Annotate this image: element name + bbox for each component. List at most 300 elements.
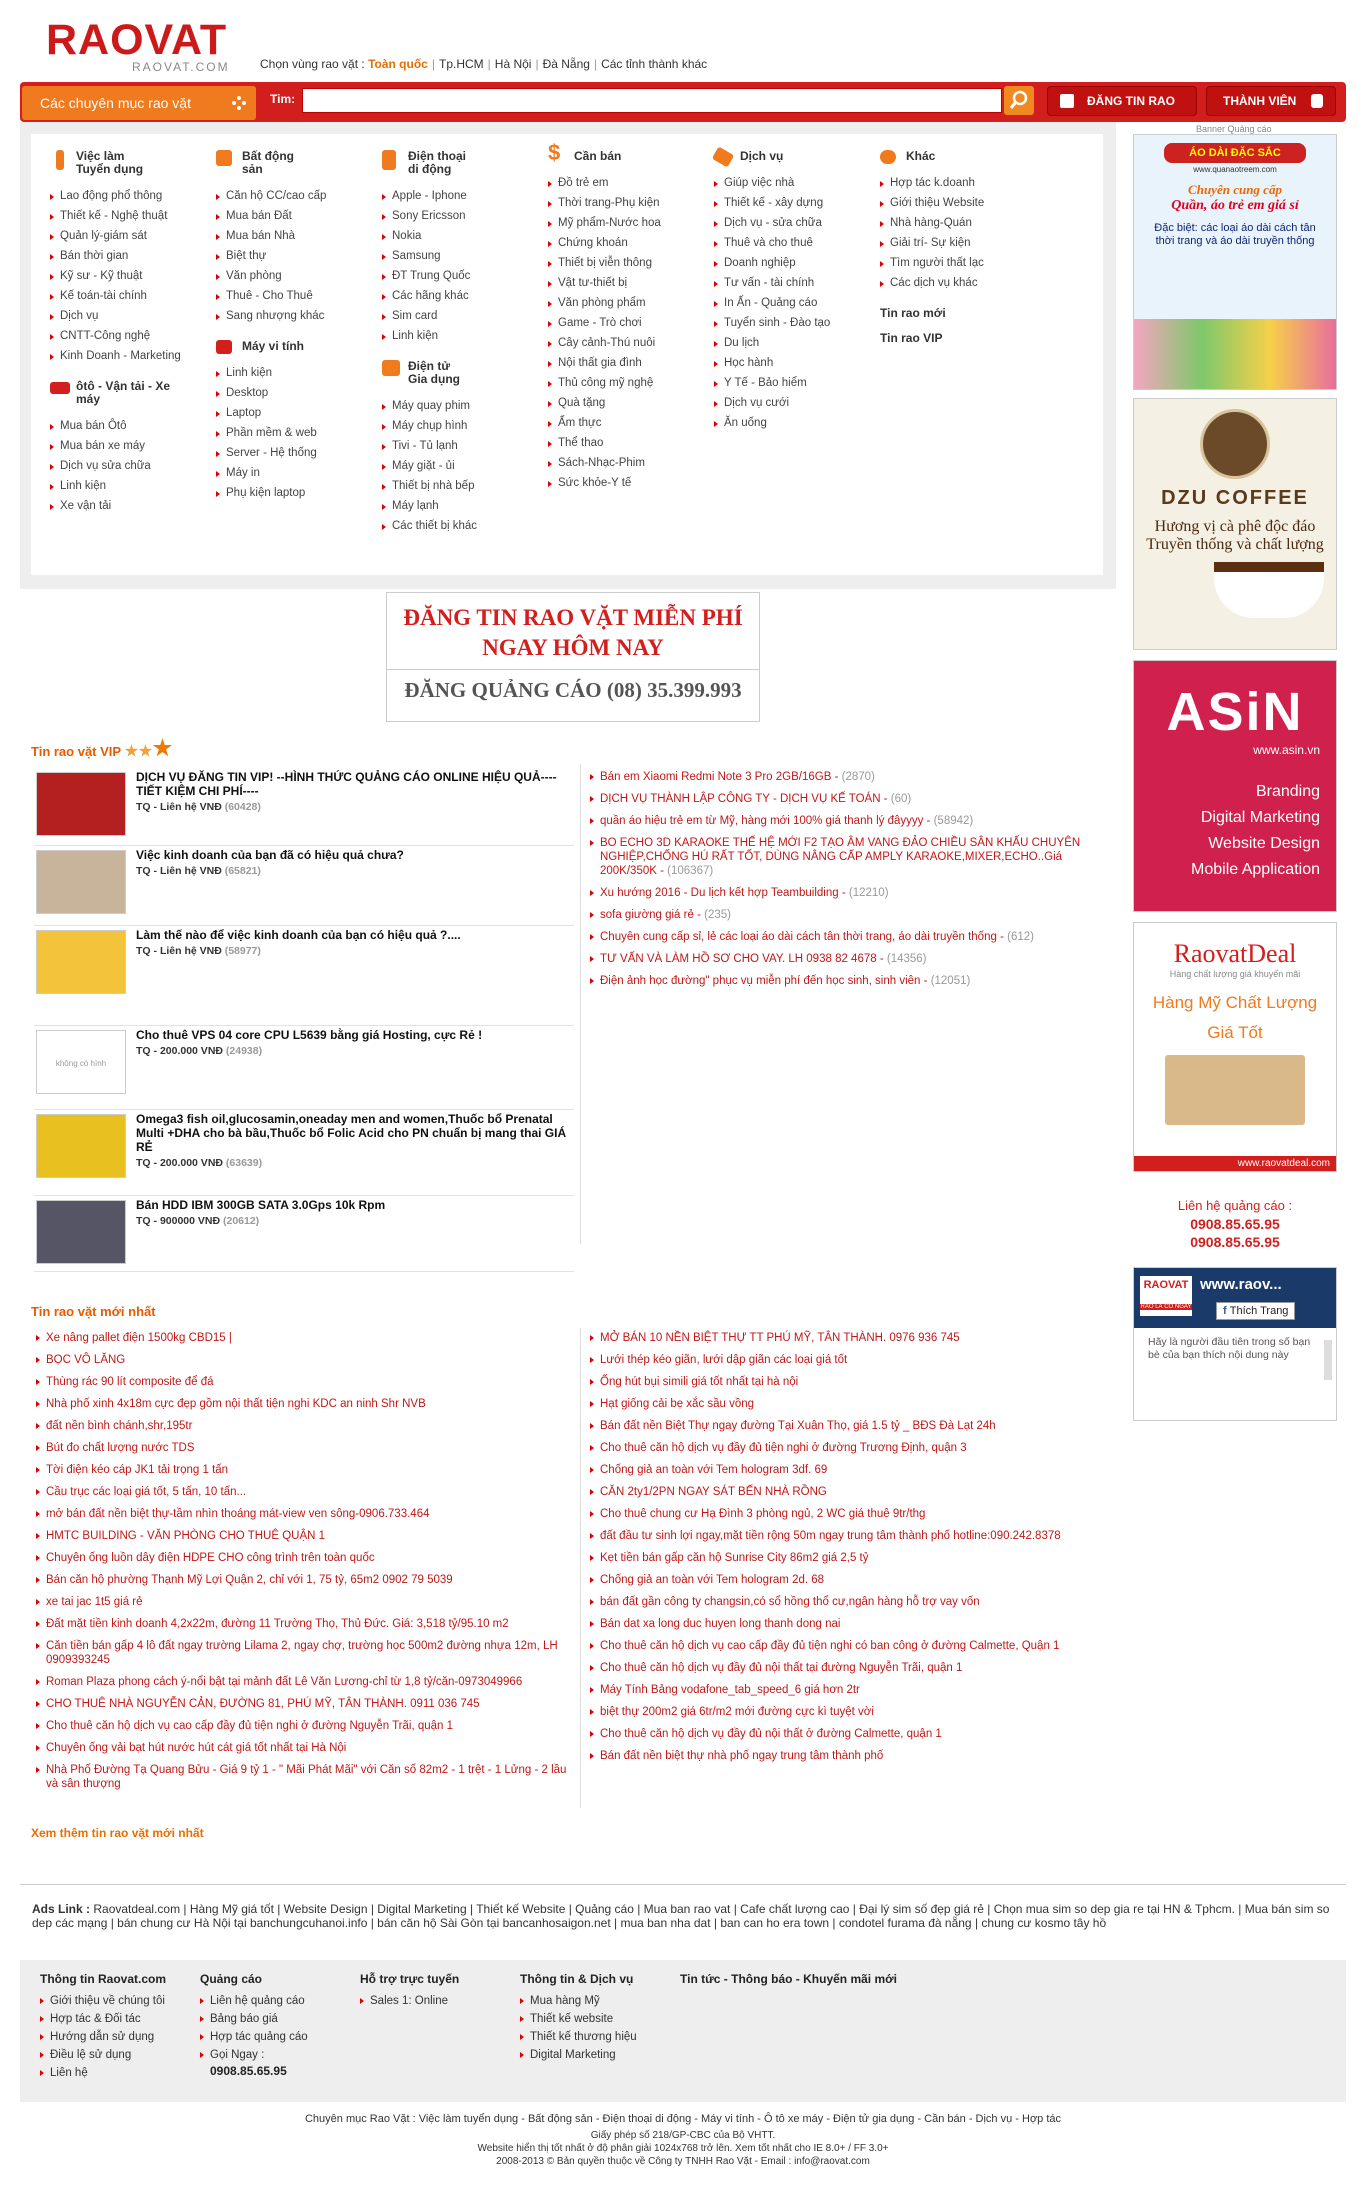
- list-item[interactable]: Bán thời gian: [50, 246, 215, 266]
- list-item[interactable]: biệt thự 200m2 giá 6tr/m2 mới đường cực kì tuyệt vời: [590, 1705, 1115, 1719]
- list-item[interactable]: In Ấn - Quảng cáo: [714, 293, 879, 313]
- list-item[interactable]: Cho thuê căn hộ dịch vụ đầy đủ nội thất tại đường Nguyễn Trãi, quận 1: [590, 1661, 1115, 1675]
- list-item[interactable]: Thuê - Cho Thuê: [216, 286, 381, 306]
- ad4-brand: RaovatDeal: [1173, 939, 1297, 968]
- computer-icon: [216, 340, 232, 354]
- list-item[interactable]: Giải trí- Sự kiện: [880, 233, 1045, 253]
- list-item[interactable]: Máy quay phim: [382, 396, 547, 416]
- vip-text-item[interactable]: Chuyên cung cấp sỉ, lẻ các loại áo dài cách tân thời trang, áo dài truyền thống - (612): [590, 930, 1115, 944]
- list-item[interactable]: Doanh nghiệp: [714, 253, 879, 273]
- vip-item-views: (58977): [224, 945, 261, 957]
- fb-site: www.raov...: [1200, 1276, 1282, 1293]
- list-item[interactable]: Chống giả an toàn với Tem hologram 3df. 69: [590, 1463, 1115, 1477]
- list-item[interactable]: Kinh Doanh - Marketing: [50, 346, 215, 366]
- ad1-photo: [1134, 319, 1337, 389]
- footer-license: Giấy phép số 218/GP-CBC của Bộ VHTT.: [590, 2130, 776, 2141]
- free-post-banner[interactable]: [386, 592, 760, 722]
- vip-text-list: [590, 770, 1115, 996]
- list-item[interactable]: mở bán đất nền biệt thự-tầm nhìn thoáng mát-view ven sông-0906.733.464: [36, 1507, 576, 1521]
- category-menu-label: Các chuyên mục rao vặt: [40, 95, 191, 111]
- list-item[interactable]: Server - Hệ thống: [216, 443, 381, 463]
- list-item[interactable]: Kẹt tiền bán gấp căn hộ Sunrise City 86m2 giá 2,5 tỷ: [590, 1551, 1115, 1565]
- coffee-cup-icon: [1214, 562, 1324, 618]
- logo-text: RAOVAT: [46, 16, 228, 64]
- list-item[interactable]: Lao động phổ thông: [50, 186, 215, 206]
- vip-text-item[interactable]: Bán em Xiaomi Redmi Note 3 Pro 2GB/16GB - (2870): [590, 770, 1115, 784]
- search-icon: [1004, 86, 1034, 115]
- vip-item-views: (20612): [222, 1215, 260, 1227]
- list-item[interactable]: Liên hệ: [40, 2064, 200, 2082]
- category-services[interactable]: Dịch vụ: [714, 150, 879, 163]
- contact-title: Liên hệ quảng cáo :: [1177, 1198, 1293, 1213]
- vip-item-views: (63639): [225, 1157, 263, 1169]
- column-divider: [580, 764, 581, 1244]
- list-item[interactable]: Bán đất nền Biệt Thự ngay đường Tại Xuân Thọ, giá 1.5 tỷ _ BĐS Đà Lạt 24h: [590, 1419, 1115, 1433]
- fb-sub: RAO LÀ CÓ NGAY: [1140, 1304, 1192, 1310]
- no-image-text: không có hình: [55, 1059, 107, 1068]
- vip-item-meta: TQ - 200.000 VNĐ (63639): [136, 1157, 263, 1169]
- vip-item-title[interactable]: Việc kinh doanh của bạn đã có hiệu quả chưa?: [136, 848, 404, 862]
- post-ad-button[interactable]: [1047, 86, 1197, 116]
- vip-ads-link[interactable]: Tin rao VIP: [880, 331, 943, 345]
- vip-thumbnail[interactable]: [36, 1114, 126, 1178]
- list-item[interactable]: Liên hệ quảng cáo: [200, 1992, 360, 2010]
- vip-thumbnail[interactable]: [36, 930, 126, 994]
- list-item[interactable]: Cầu trục các loại giá tốt, 5 tấn, 10 tấn...: [36, 1485, 576, 1499]
- list-item[interactable]: Xe vận tải: [50, 496, 215, 516]
- electronics-list: [382, 396, 547, 536]
- list-item[interactable]: Tìm người thất lạc: [880, 253, 1045, 273]
- category-phones[interactable]: Điện thoại di động: [382, 150, 547, 176]
- fb-text: Hãy là người đầu tiên trong số bạn bè của bạn thích nội dung này: [1148, 1336, 1311, 1361]
- vip-text-item[interactable]: BO ECHO 3D KARAOKE THẾ HỆ MỚI F2 TẠO ÂM VANG ĐẢO CHIỀU SÂN KHẤU CHUYÊN NGHIỆP,CHỐNG HÚ RẤT TỐT, DÙNG NÂNG CẤP AMPLY KARAOKE,MIXER,ECHO..Giá 200K/350K - (106367): [590, 836, 1115, 878]
- list-item[interactable]: Mua bán Đất: [216, 206, 381, 226]
- newest-section-title: Tin rao vặt mới nhất: [31, 1304, 156, 1319]
- list-item[interactable]: Học hành: [714, 353, 879, 373]
- vip-item-views: (65821): [224, 865, 261, 877]
- list-item[interactable]: Các hãng khác: [382, 286, 547, 306]
- list-item[interactable]: Chuyên ống vải bạt hút nước hút cát giá tốt nhất tại Hà Nội: [36, 1741, 576, 1755]
- list-item[interactable]: Biệt thự: [216, 246, 381, 266]
- list-item[interactable]: Samsung: [382, 246, 547, 266]
- list-item[interactable]: Thuê và cho thuê: [714, 233, 879, 253]
- ad4-url: www.raovatdeal.com: [1134, 1156, 1337, 1171]
- list-item[interactable]: Thùng rác 90 lít composite để đá: [36, 1375, 576, 1389]
- list-item[interactable]: Nội thất gia đình: [548, 353, 713, 373]
- ads-link-text[interactable]: Raovatdeal.com | Hàng Mỹ giá tốt | Website Design | Digital Marketing | Thiết kế Website | Quảng cáo | Mua ban rao vat | Cafe chất lượng cao | Đại lý sim số đẹp giá rẻ | Chọn mua sim so dep gia re tại HN & Tphcm. | Mua bán sim so dep các mạng | bán chung cư Hà Nội tại banchungcuhanoi.info | bán căn hộ Sài Gòn tại bancanhosaigon.net | mua ban nha dat | ban can ho era town | condotel furama đà nẵng | chung cư kosmo tây hồ: [32, 1902, 1330, 1930]
- footer-info: [0, 2129, 1366, 2168]
- list-item[interactable]: Mua bán Nhà: [216, 226, 381, 246]
- region-hcm[interactable]: Tp.HCM: [438, 57, 484, 71]
- list-item[interactable]: Nhà Phố Đường Tạ Quang Bửu - Giá 9 tỷ 1 - " Mãi Phát Mãi" với Căn số 82m2 - 1 trệt - 1 Lửng - 2 lầu và sân thượng: [36, 1763, 576, 1791]
- ad1-line-2: Quần, áo trẻ em giá sỉ: [1171, 198, 1299, 213]
- list-item[interactable]: MỞ BÁN 10 NỀN BIỆT THỰ TT PHÚ MỸ, TÂN THÀNH. 0976 936 745: [590, 1331, 1115, 1345]
- list-item[interactable]: Linh kiện: [382, 326, 547, 346]
- list-item[interactable]: đất nền bình chánh,shr,195tr: [36, 1419, 576, 1433]
- vip-item-meta: TQ - 900000 VNĐ (20612): [136, 1215, 260, 1227]
- list-item[interactable]: Quà tặng: [548, 393, 713, 413]
- list-item[interactable]: Văn phòng: [216, 266, 381, 286]
- vip-text-item[interactable]: Điện ảnh học đường" phục vụ miễn phí đến học sinh, sinh viên - (12051): [590, 974, 1115, 988]
- list-item[interactable]: Bán căn hộ phường Thạnh Mỹ Lợi Quận 2, chỉ với 1, 75 tỷ, 65m2 0902 79 5039: [36, 1573, 576, 1587]
- category-column-1: [50, 150, 215, 530]
- ad3-brand: ASiN: [1166, 682, 1304, 742]
- vip-item-views: (60428): [224, 801, 261, 813]
- vip-text-item[interactable]: quần áo hiệu trẻ em từ Mỹ, hàng mới 100% giá thanh lý đâyyyy - (58942): [590, 814, 1115, 828]
- ad1-line-1: Chuyên cung cấp: [1188, 182, 1282, 197]
- vip-thumbnail[interactable]: [36, 772, 126, 836]
- footer-nav[interactable]: Chuyên mục Rao Vặt : Việc làm tuyển dụng - Bất động sản - Điện thoại di động - Máy vi tính - Ô tô xe máy - Điện tử gia dụng - Cần bán - Dịch vụ - Hợp tác: [304, 2113, 1062, 2125]
- vip-item-price: Liên hệ VNĐ: [159, 945, 222, 957]
- list-item[interactable]: Lưới thép kéo giãn, lưới dập giãn các loại giá tốt: [590, 1353, 1115, 1367]
- cars-list: [50, 416, 215, 516]
- list-item[interactable]: Máy lạnh: [382, 496, 547, 516]
- category-sales[interactable]: $ Cần bán: [548, 140, 622, 165]
- region-selector: Chọn vùng rao vặt : Toàn quốc | Tp.HCM | Hà Nội | Đà Nẵng | Các tỉnh thành khác: [260, 57, 708, 71]
- list-item[interactable]: đất đầu tư sinh lợi ngay,mặt tiền rộng 50m ngay trung tâm thành phố hotline:090.242.8378: [590, 1529, 1115, 1543]
- post-ad-label: ĐĂNG TIN RAO: [1087, 94, 1175, 108]
- vip-item[interactable]: [34, 1196, 574, 1272]
- lock-icon: [1311, 94, 1323, 108]
- vip-item-location: TQ: [136, 1045, 151, 1057]
- vip-text-item[interactable]: sofa giường giá rẻ - (235): [590, 908, 1115, 922]
- list-item[interactable]: Tivi - Tủ lạnh: [382, 436, 547, 456]
- category-menu-button[interactable]: [22, 86, 256, 120]
- list-item[interactable]: Sony Ericsson: [382, 206, 547, 226]
- list-item[interactable]: Mỹ phẩm-Nước hoa: [548, 213, 713, 233]
- list-item[interactable]: Thiết kế website: [520, 2010, 680, 2028]
- region-hanoi[interactable]: Hà Nội: [494, 57, 532, 71]
- list-item[interactable]: Phần mềm & web: [216, 423, 381, 443]
- list-item[interactable]: Giới thiệu Website: [880, 193, 1045, 213]
- list-item[interactable]: Ăn uống: [714, 413, 879, 433]
- vip-text-item[interactable]: DỊCH VỤ THÀNH LẬP CÔNG TY - DỊCH VỤ KẾ TOÁN - (60): [590, 792, 1115, 806]
- fb-cover: [1134, 1268, 1336, 1328]
- banner-line-1: ĐĂNG TIN RAO VẶT MIỄN PHÍ: [403, 605, 743, 630]
- list-item[interactable]: Laptop: [216, 403, 381, 423]
- list-item[interactable]: Mua bán Ôtô: [50, 416, 215, 436]
- footer-browser: Website hiển thị tốt nhất ở độ phân giải 1024x768 trở lên. Xem tốt nhất cho IE 8.0+ / FF 3.0+: [477, 2143, 889, 2154]
- list-item[interactable]: Hợp tác & Đối tác: [40, 2010, 200, 2028]
- asin-service: Branding: [1255, 783, 1320, 800]
- list-item[interactable]: Cho thuê căn hộ dịch vụ đầy đủ tiện nghi ở đường Trương Định, quận 3: [590, 1441, 1115, 1455]
- ad2-brand: DZU COFFEE: [1161, 487, 1309, 509]
- edit-icon: [1060, 94, 1074, 108]
- list-item[interactable]: Cho thuê căn hộ dịch vụ cao cấp đầy đủ tiện nghi có ban công ở đường Calmette, Quận 1: [590, 1639, 1115, 1653]
- list-item[interactable]: Chuyên ống luồn dây điện HDPE CHO công trình trên toàn quốc: [36, 1551, 576, 1565]
- new-ads-link[interactable]: Tin rao mới: [880, 306, 946, 320]
- category-column-4: [548, 140, 713, 507]
- ad1-line-3: Đặc biệt: các loại áo dài cách tân thời trang và áo dài truyền thống: [1154, 222, 1316, 247]
- list-item[interactable]: Ẩm thực: [548, 413, 713, 433]
- list-item[interactable]: Digital Marketing: [520, 2046, 680, 2064]
- footer-copyright: 2008-2013 © Bản quyền thuộc về Công ty TNHH Rao Vặt - Email : info@raovat.com: [496, 2156, 870, 2167]
- vip-item-title[interactable]: Cho thuê VPS 04 core CPU L5639 bằng giá Hosting, cực Rẻ !: [136, 1028, 483, 1042]
- list-item[interactable]: ĐT Trung Quốc: [382, 266, 547, 286]
- category-column-3: [382, 150, 547, 550]
- list-item[interactable]: Căn tiền bán gấp 4 lô đất ngay trường Lilama 2, ngay chợ, trường học 500m2 đường nhựa 12m, LH 0909393245: [36, 1639, 576, 1667]
- vip-item-title[interactable]: Omega3 fish oil,glucosamin,oneaday men and women,Thuốc bổ Prenatal Multi +DHA cho bà bầu,Thuốc bổ Folic Acid cho PN chuẩn bị mang thai GIÁ RẺ: [136, 1112, 567, 1154]
- vip-item-location: TQ: [136, 865, 151, 877]
- realestate-list: [216, 186, 381, 326]
- ads-link-bar: [32, 1902, 1336, 1930]
- list-item[interactable]: Nokia: [382, 226, 547, 246]
- asin-service: Digital Marketing: [1200, 809, 1320, 826]
- handshake-icon: [880, 150, 896, 164]
- list-item[interactable]: Máy Tính Bảng vodafone_tab_speed_6 giá hơn 2tr: [590, 1683, 1115, 1697]
- list-item[interactable]: BỌC VÔ LĂNG: [36, 1353, 576, 1367]
- ad1-top: ÁO DÀI ĐẶC SẮC: [1164, 143, 1306, 163]
- fb-scrollbar[interactable]: [1324, 1340, 1332, 1380]
- list-item[interactable]: Văn phòng phẩm: [548, 293, 713, 313]
- vip-item[interactable]: [34, 926, 574, 1026]
- list-item[interactable]: Apple - Iphone: [382, 186, 547, 206]
- list-item[interactable]: Sức khỏe-Y tế: [548, 473, 713, 493]
- ad-asin[interactable]: [1133, 660, 1337, 912]
- footer-col-support: Hỗ trợ trực tuyến Sales 1: Online: [360, 1972, 520, 2010]
- divider: [20, 1884, 1346, 1885]
- list-item[interactable]: Cây cảnh-Thú nuôi: [548, 333, 713, 353]
- sales-list: [548, 173, 713, 493]
- car-icon: [50, 382, 70, 394]
- vip-thumbnail[interactable]: [36, 1030, 126, 1094]
- banner-line-3: ĐĂNG QUẢNG CÁO (08) 35.399.993: [404, 678, 742, 702]
- menu-dots-icon: [232, 96, 246, 110]
- vip-item-title[interactable]: Làm thế nào để việc kinh doanh của bạn có hiệu quả ?....: [136, 928, 461, 942]
- region-other[interactable]: Các tỉnh thành khác: [601, 57, 708, 71]
- vip-section-title: Tin rao vặt VIP: [31, 738, 172, 759]
- list-item[interactable]: Sim card: [382, 306, 547, 326]
- list-item[interactable]: Game - Trò chơi: [548, 313, 713, 333]
- list-item[interactable]: Cho thuê chung cư Hạ Đình 3 phòng ngủ, 2 WC giá thuê 9tr/thg: [590, 1507, 1115, 1521]
- category-other[interactable]: Khác: [880, 150, 1045, 163]
- list-item[interactable]: Dịch vụ cưới: [714, 393, 879, 413]
- list-item[interactable]: Phụ kiện laptop: [216, 483, 381, 503]
- vip-item-location: TQ: [136, 1215, 151, 1227]
- list-item[interactable]: Máy giặt - ủi: [382, 456, 547, 476]
- list-item[interactable]: xe tai jac 1t5 giá rẻ: [36, 1595, 576, 1609]
- list-item[interactable]: Căn hộ CC/cao cấp: [216, 186, 381, 206]
- list-item[interactable]: Giới thiệu về chúng tôi: [40, 1992, 200, 2010]
- vip-item-meta: TQ - Liên hệ VNĐ (65821): [136, 865, 261, 877]
- vip-item-price: 200.000 VNĐ: [159, 1045, 223, 1057]
- ad-ao-dai[interactable]: [1133, 134, 1337, 390]
- search-input[interactable]: [302, 88, 1002, 113]
- phones-list: [382, 186, 547, 346]
- vip-item[interactable]: [34, 846, 574, 926]
- list-item[interactable]: Thiết bị viễn thông: [548, 253, 713, 273]
- tie-icon: [56, 150, 64, 170]
- category-jobs[interactable]: Việc làm Tuyển dụng: [50, 150, 215, 176]
- vip-item[interactable]: [34, 1026, 574, 1110]
- list-item[interactable]: Dịch vụ: [50, 306, 215, 326]
- logo[interactable]: [46, 16, 230, 80]
- list-item[interactable]: Điều lệ sử dụng: [40, 2046, 200, 2064]
- vip-text-item[interactable]: Xu hướng 2016 - Du lịch kết hợp Teambuilding - (12210): [590, 886, 1115, 900]
- list-item[interactable]: Hạt giống cải bẹ xắc sầu vồng: [590, 1397, 1115, 1411]
- list-item[interactable]: Bán đất nền biệt thự nhà phố ngay trung tâm thành phố: [590, 1749, 1115, 1763]
- list-item[interactable]: Nhà hàng-Quán: [880, 213, 1045, 233]
- category-cars[interactable]: ôtô - Vận tải - Xe máy: [50, 380, 215, 406]
- list-item[interactable]: Đất mặt tiền kinh doanh 4,2x22m, đường 11 Trường Thọ, Thủ Đức. Giá: 3,518 tỷ/95.10 m2: [36, 1617, 576, 1631]
- list-item[interactable]: Thiết bị nhà bếp: [382, 476, 547, 496]
- list-item[interactable]: Vật tư-thiết bị: [548, 273, 713, 293]
- ad2-line-2: Truyền thống và chất lượng: [1146, 536, 1324, 553]
- jobs-list: [50, 186, 215, 366]
- list-item[interactable]: Quản lý-giám sát: [50, 226, 215, 246]
- vip-item-price: 200.000 VNĐ: [159, 1157, 223, 1169]
- list-item[interactable]: Đồ trẻ em: [548, 173, 713, 193]
- list-item[interactable]: Tư vấn - tài chính: [714, 273, 879, 293]
- column-divider: [580, 1328, 581, 1808]
- list-item[interactable]: Chống giả an toàn với Tem hologram 2d. 68: [590, 1573, 1115, 1587]
- list-item[interactable]: Cho thuê căn hộ dịch vụ cao cấp đầy đủ tiện nghi ở đường Nguyễn Trãi, quận 1: [36, 1719, 576, 1733]
- contact-phone-1[interactable]: 0908.85.65.95: [1190, 1216, 1280, 1232]
- list-item[interactable]: Y Tế - Bảo hiểm: [714, 373, 879, 393]
- category-electronics[interactable]: Điện tử Gia dụng: [382, 360, 547, 386]
- list-item[interactable]: Thiết kế - Nghệ thuật: [50, 206, 215, 226]
- list-item[interactable]: Chứng khoán: [548, 233, 713, 253]
- banner-line-2: NGAY HÔM NAY: [482, 635, 664, 660]
- list-item[interactable]: Giúp việc nhà: [714, 173, 879, 193]
- vip-item-title[interactable]: DỊCH VỤ ĐĂNG TIN VIP! --HÌNH THỨC QUẢNG CÁO ONLINE HIỆU QUẢ----TIẾT KIỆM CHI PHÍ----: [136, 770, 557, 798]
- list-item[interactable]: Tời điện kéo cáp JK1 tải trọng 1 tấn: [36, 1463, 576, 1477]
- footer-col-news: Tin tức - Thông báo - Khuyến mãi mới: [680, 1972, 898, 1986]
- list-item[interactable]: Máy chụp hình: [382, 416, 547, 436]
- vip-item-price: Liên hệ VNĐ: [159, 801, 222, 813]
- ad1-url: www.quanaotreem.com: [1193, 165, 1277, 174]
- list-item[interactable]: Dịch vụ sửa chữa: [50, 456, 215, 476]
- ad4-line-2: Giá Tốt: [1207, 1023, 1263, 1042]
- region-label: Chọn vùng rao vặt :: [260, 57, 365, 71]
- fb-like-icon: f: [1223, 1305, 1230, 1317]
- list-item[interactable]: Hợp tác k.doanh: [880, 173, 1045, 193]
- list-item[interactable]: Ống hút bụi simili giá tốt nhất tại hà nội: [590, 1375, 1115, 1389]
- list-item[interactable]: Thủ công mỹ nghệ: [548, 373, 713, 393]
- list-item[interactable]: Mua hàng Mỹ: [520, 1992, 680, 2010]
- star-icon: [124, 744, 138, 758]
- member-label: THÀNH VIÊN: [1223, 94, 1297, 108]
- vip-item-price: Liên hệ VNĐ: [159, 865, 222, 877]
- building-icon: [216, 150, 232, 166]
- list-item[interactable]: Roman Plaza phong cách ý-nổi bật tại mảnh đất Lê Văn Lương-chỉ từ 1,8 tỷ/căn-0973049966: [36, 1675, 576, 1689]
- fb-like-button[interactable]: f Thích Trang: [1216, 1302, 1295, 1320]
- list-item[interactable]: Du lịch: [714, 333, 879, 353]
- list-item[interactable]: Desktop: [216, 383, 381, 403]
- list-item[interactable]: Cho thuê căn hộ dịch vụ đầy đủ nội thất ở đường Calmette, quận 1: [590, 1727, 1115, 1741]
- list-item[interactable]: Gọi Ngay :: [200, 2046, 360, 2064]
- ad2-line-1: Hương vị cà phê độc đáo: [1154, 518, 1316, 535]
- more-newest-link[interactable]: Xem thêm tin rao vặt mới nhất: [31, 1826, 204, 1840]
- vip-item-location: TQ: [136, 801, 151, 813]
- ad-dzu-coffee[interactable]: [1133, 398, 1337, 650]
- shopping-bags-icon: [1165, 1055, 1305, 1125]
- category-realestate[interactable]: Bất động sản: [216, 150, 381, 176]
- list-item[interactable]: Linh kiện: [50, 476, 215, 496]
- list-item[interactable]: CĂN 2ty1/2PN NGAY SÁT BẾN NHÀ RỒNG: [590, 1485, 1115, 1499]
- vip-thumbnail[interactable]: [36, 1200, 126, 1264]
- list-item[interactable]: Bút đo chất lượng nước TDS: [36, 1441, 576, 1455]
- vip-thumbnail[interactable]: [36, 850, 126, 914]
- list-item[interactable]: Hướng dẫn sử dụng: [40, 2028, 200, 2046]
- list-item[interactable]: Thời trang-Phụ kiện: [548, 193, 713, 213]
- phone-icon: [382, 150, 396, 170]
- list-item[interactable]: Dịch vụ - sửa chữa: [714, 213, 879, 233]
- list-item[interactable]: HMTC BUILDING - VĂN PHÒNG CHO THUÊ QUẬN 1: [36, 1529, 576, 1543]
- list-item[interactable]: Xe nâng pallet điện 1500kg CBD15 |: [36, 1331, 576, 1345]
- list-item[interactable]: Linh kiện: [216, 363, 381, 383]
- fb-logo: RAOVAT: [1140, 1276, 1192, 1316]
- list-item[interactable]: Thiết kế thương hiệu: [520, 2028, 680, 2046]
- list-item[interactable]: Kế toán-tài chính: [50, 286, 215, 306]
- ad3-services: [1134, 779, 1336, 883]
- search-button[interactable]: [1004, 86, 1034, 115]
- list-item[interactable]: Tuyển sinh - Đào tạo: [714, 313, 879, 333]
- newest-list-right: [590, 1331, 1115, 1771]
- list-item[interactable]: Thể thao: [548, 433, 713, 453]
- vip-item-meta: TQ - Liên hệ VNĐ (58977): [136, 945, 261, 957]
- list-item[interactable]: Các thiết bị khác: [382, 516, 547, 536]
- logo-subtext: RAOVAT.COM: [132, 60, 230, 74]
- list-item[interactable]: CHO THUÊ NHÀ NGUYỄN CẢN, ĐƯỜNG 81, PHÚ MỸ, TÂN THÀNH. 0911 036 745: [36, 1697, 576, 1711]
- region-danang[interactable]: Đà Nẵng: [542, 57, 590, 71]
- category-column-6: [880, 150, 1045, 357]
- list-item[interactable]: Hợp tác quảng cáo: [200, 2028, 360, 2046]
- vip-item[interactable]: [34, 768, 574, 846]
- category-column-5: [714, 150, 879, 447]
- member-button[interactable]: [1206, 86, 1336, 116]
- footer-phone[interactable]: 0908.85.65.95: [210, 2064, 287, 2078]
- category-column-2: [216, 150, 381, 517]
- facebook-widget: [1133, 1267, 1337, 1421]
- other-list: [880, 173, 1045, 293]
- list-item[interactable]: Mua bán xe máy: [50, 436, 215, 456]
- footer-col-ads: Quảng cáo Liên hệ quảng cáo Bảng báo giá Hợp tác quảng cáo Gọi Ngay : 0908.85.65.95: [200, 1972, 360, 2078]
- list-item[interactable]: Kỹ sư - Kỹ thuật: [50, 266, 215, 286]
- region-all[interactable]: Toàn quốc: [368, 57, 428, 71]
- list-item[interactable]: Bán dat xa long duc huyen long thanh dong nai: [590, 1617, 1115, 1631]
- list-item[interactable]: Sang nhượng khác: [216, 306, 381, 326]
- ads-link-label: Ads Link :: [32, 1902, 91, 1916]
- star-icon: [152, 738, 172, 758]
- vip-item[interactable]: [34, 1110, 574, 1196]
- list-item[interactable]: Nhà phố xinh 4x18m cực đẹp gồm nội thất tiện nghi KDC an ninh Shr NVB: [36, 1397, 576, 1411]
- list-item[interactable]: Các dịch vụ khác: [880, 273, 1045, 293]
- category-computers[interactable]: Máy vi tính: [216, 340, 381, 353]
- list-item[interactable]: Sales 1: Online: [360, 1992, 520, 2010]
- vip-item-meta: TQ - Liên hệ VNĐ (60428): [136, 801, 261, 813]
- list-item[interactable]: bán đất gần công ty changsin,có sổ hồng thổ cư,ngân hàng hỗ trợ vay vốn: [590, 1595, 1115, 1609]
- vip-item-location: TQ: [136, 945, 151, 957]
- services-list: [714, 173, 879, 433]
- contact-phone-2[interactable]: 0908.85.65.95: [1190, 1234, 1280, 1250]
- ad3-url: www.asin.vn: [1253, 743, 1320, 757]
- coffee-logo-icon: [1200, 409, 1270, 479]
- ad-raovatdeal[interactable]: [1133, 922, 1337, 1172]
- vip-text-item[interactable]: TƯ VẤN VÀ LÀM HỒ SƠ CHO VAY. LH 0938 82 4678 - (14356): [590, 952, 1115, 966]
- list-item[interactable]: Thiết kế - xây dựng: [714, 193, 879, 213]
- vip-item-title[interactable]: Bán HDD IBM 300GB SATA 3.0Gps 10k Rpm: [136, 1198, 386, 1212]
- search-label: Tim:: [270, 92, 296, 106]
- list-item[interactable]: Sách-Nhạc-Phim: [548, 453, 713, 473]
- dollar-icon: $: [548, 140, 561, 165]
- list-item[interactable]: CNTT-Công nghệ: [50, 326, 215, 346]
- vip-item-views: (24938): [225, 1045, 263, 1057]
- list-item[interactable]: Máy in: [216, 463, 381, 483]
- ad-label: Banner Quảng cáo: [1196, 124, 1272, 134]
- star-icon: [138, 744, 152, 758]
- list-item[interactable]: Bảng báo giá: [200, 2010, 360, 2028]
